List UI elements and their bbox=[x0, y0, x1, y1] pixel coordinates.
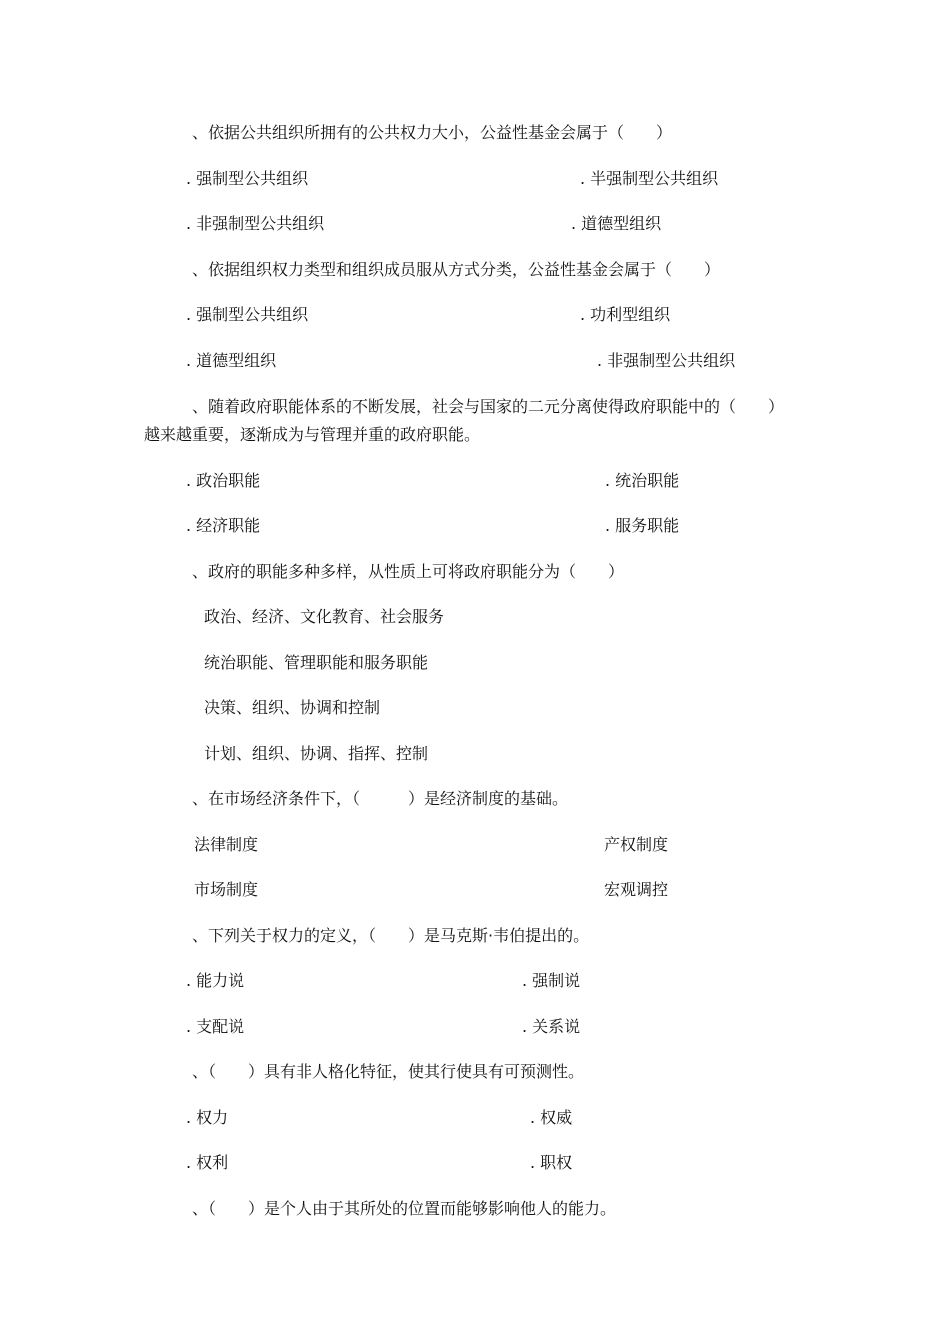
question-3-option-d: . 服务职能 bbox=[605, 516, 680, 535]
question-7-option-b: . 权威 bbox=[530, 1108, 573, 1127]
question-2-option-a: . 强制型公共组织 bbox=[186, 305, 309, 324]
question-6-option-a: . 能力说 bbox=[186, 971, 245, 990]
question-7-option-d: . 职权 bbox=[530, 1153, 573, 1172]
question-3-stem-line-2: 越来越重要，逐渐成为与管理并重的政府职能。 bbox=[144, 425, 481, 444]
question-1-option-d: . 道德型组织 bbox=[571, 214, 662, 233]
question-7-option-a: . 权力 bbox=[186, 1108, 229, 1127]
question-1-option-b: . 半强制型公共组织 bbox=[580, 169, 719, 188]
question-2-stem: 、依据组织权力类型和组织成员服从方式分类，公益性基金会属于（ ） bbox=[192, 260, 721, 279]
question-5-option-c: 市场制度 bbox=[194, 880, 259, 899]
question-4-option-c: 决策、组织、协调和控制 bbox=[204, 698, 381, 717]
question-8-stem: 、（ ）是个人由于其所处的位置而能够影响他人的能力。 bbox=[192, 1199, 617, 1218]
question-3-option-b: . 统治职能 bbox=[605, 471, 680, 490]
question-3-option-c: . 经济职能 bbox=[186, 516, 261, 535]
question-5-option-b: 产权制度 bbox=[604, 835, 669, 854]
question-4-option-a: 政治、经济、文化教育、社会服务 bbox=[204, 607, 445, 626]
question-4-option-b: 统治职能、管理职能和服务职能 bbox=[204, 653, 429, 672]
question-3-option-a: . 政治职能 bbox=[186, 471, 261, 490]
question-2-option-b: . 功利型组织 bbox=[580, 305, 671, 324]
question-4-option-d: 计划、组织、协调、指挥、控制 bbox=[204, 744, 429, 763]
question-5-option-d: 宏观调控 bbox=[604, 880, 669, 899]
question-2-option-c: . 道德型组织 bbox=[186, 351, 277, 370]
question-1-stem: 、依据公共组织所拥有的公共权力大小，公益性基金会属于（ ） bbox=[192, 123, 673, 142]
question-6-option-d: . 关系说 bbox=[522, 1017, 581, 1036]
question-3-stem-line-1: 、随着政府职能体系的不断发展，社会与国家的二元分离使得政府职能中的（ ） bbox=[192, 397, 785, 416]
question-6-stem: 、下列关于权力的定义，（ ）是马克斯·韦伯提出的。 bbox=[192, 926, 590, 945]
question-6-option-b: . 强制说 bbox=[522, 971, 581, 990]
question-7-stem: 、（ ）具有非人格化特征，使其行使具有可预测性。 bbox=[192, 1062, 585, 1081]
question-7-option-c: . 权利 bbox=[186, 1153, 229, 1172]
question-6-option-c: . 支配说 bbox=[186, 1017, 245, 1036]
question-5-option-a: 法律制度 bbox=[194, 835, 259, 854]
question-2-option-d: . 非强制型公共组织 bbox=[597, 351, 736, 370]
question-1-option-a: . 强制型公共组织 bbox=[186, 169, 309, 188]
question-5-stem: 、在市场经济条件下，（ ）是经济制度的基础。 bbox=[192, 789, 569, 808]
question-1-option-c: . 非强制型公共组织 bbox=[186, 214, 325, 233]
question-4-stem: 、政府的职能多种多样，从性质上可将政府职能分为（ ） bbox=[192, 562, 625, 581]
